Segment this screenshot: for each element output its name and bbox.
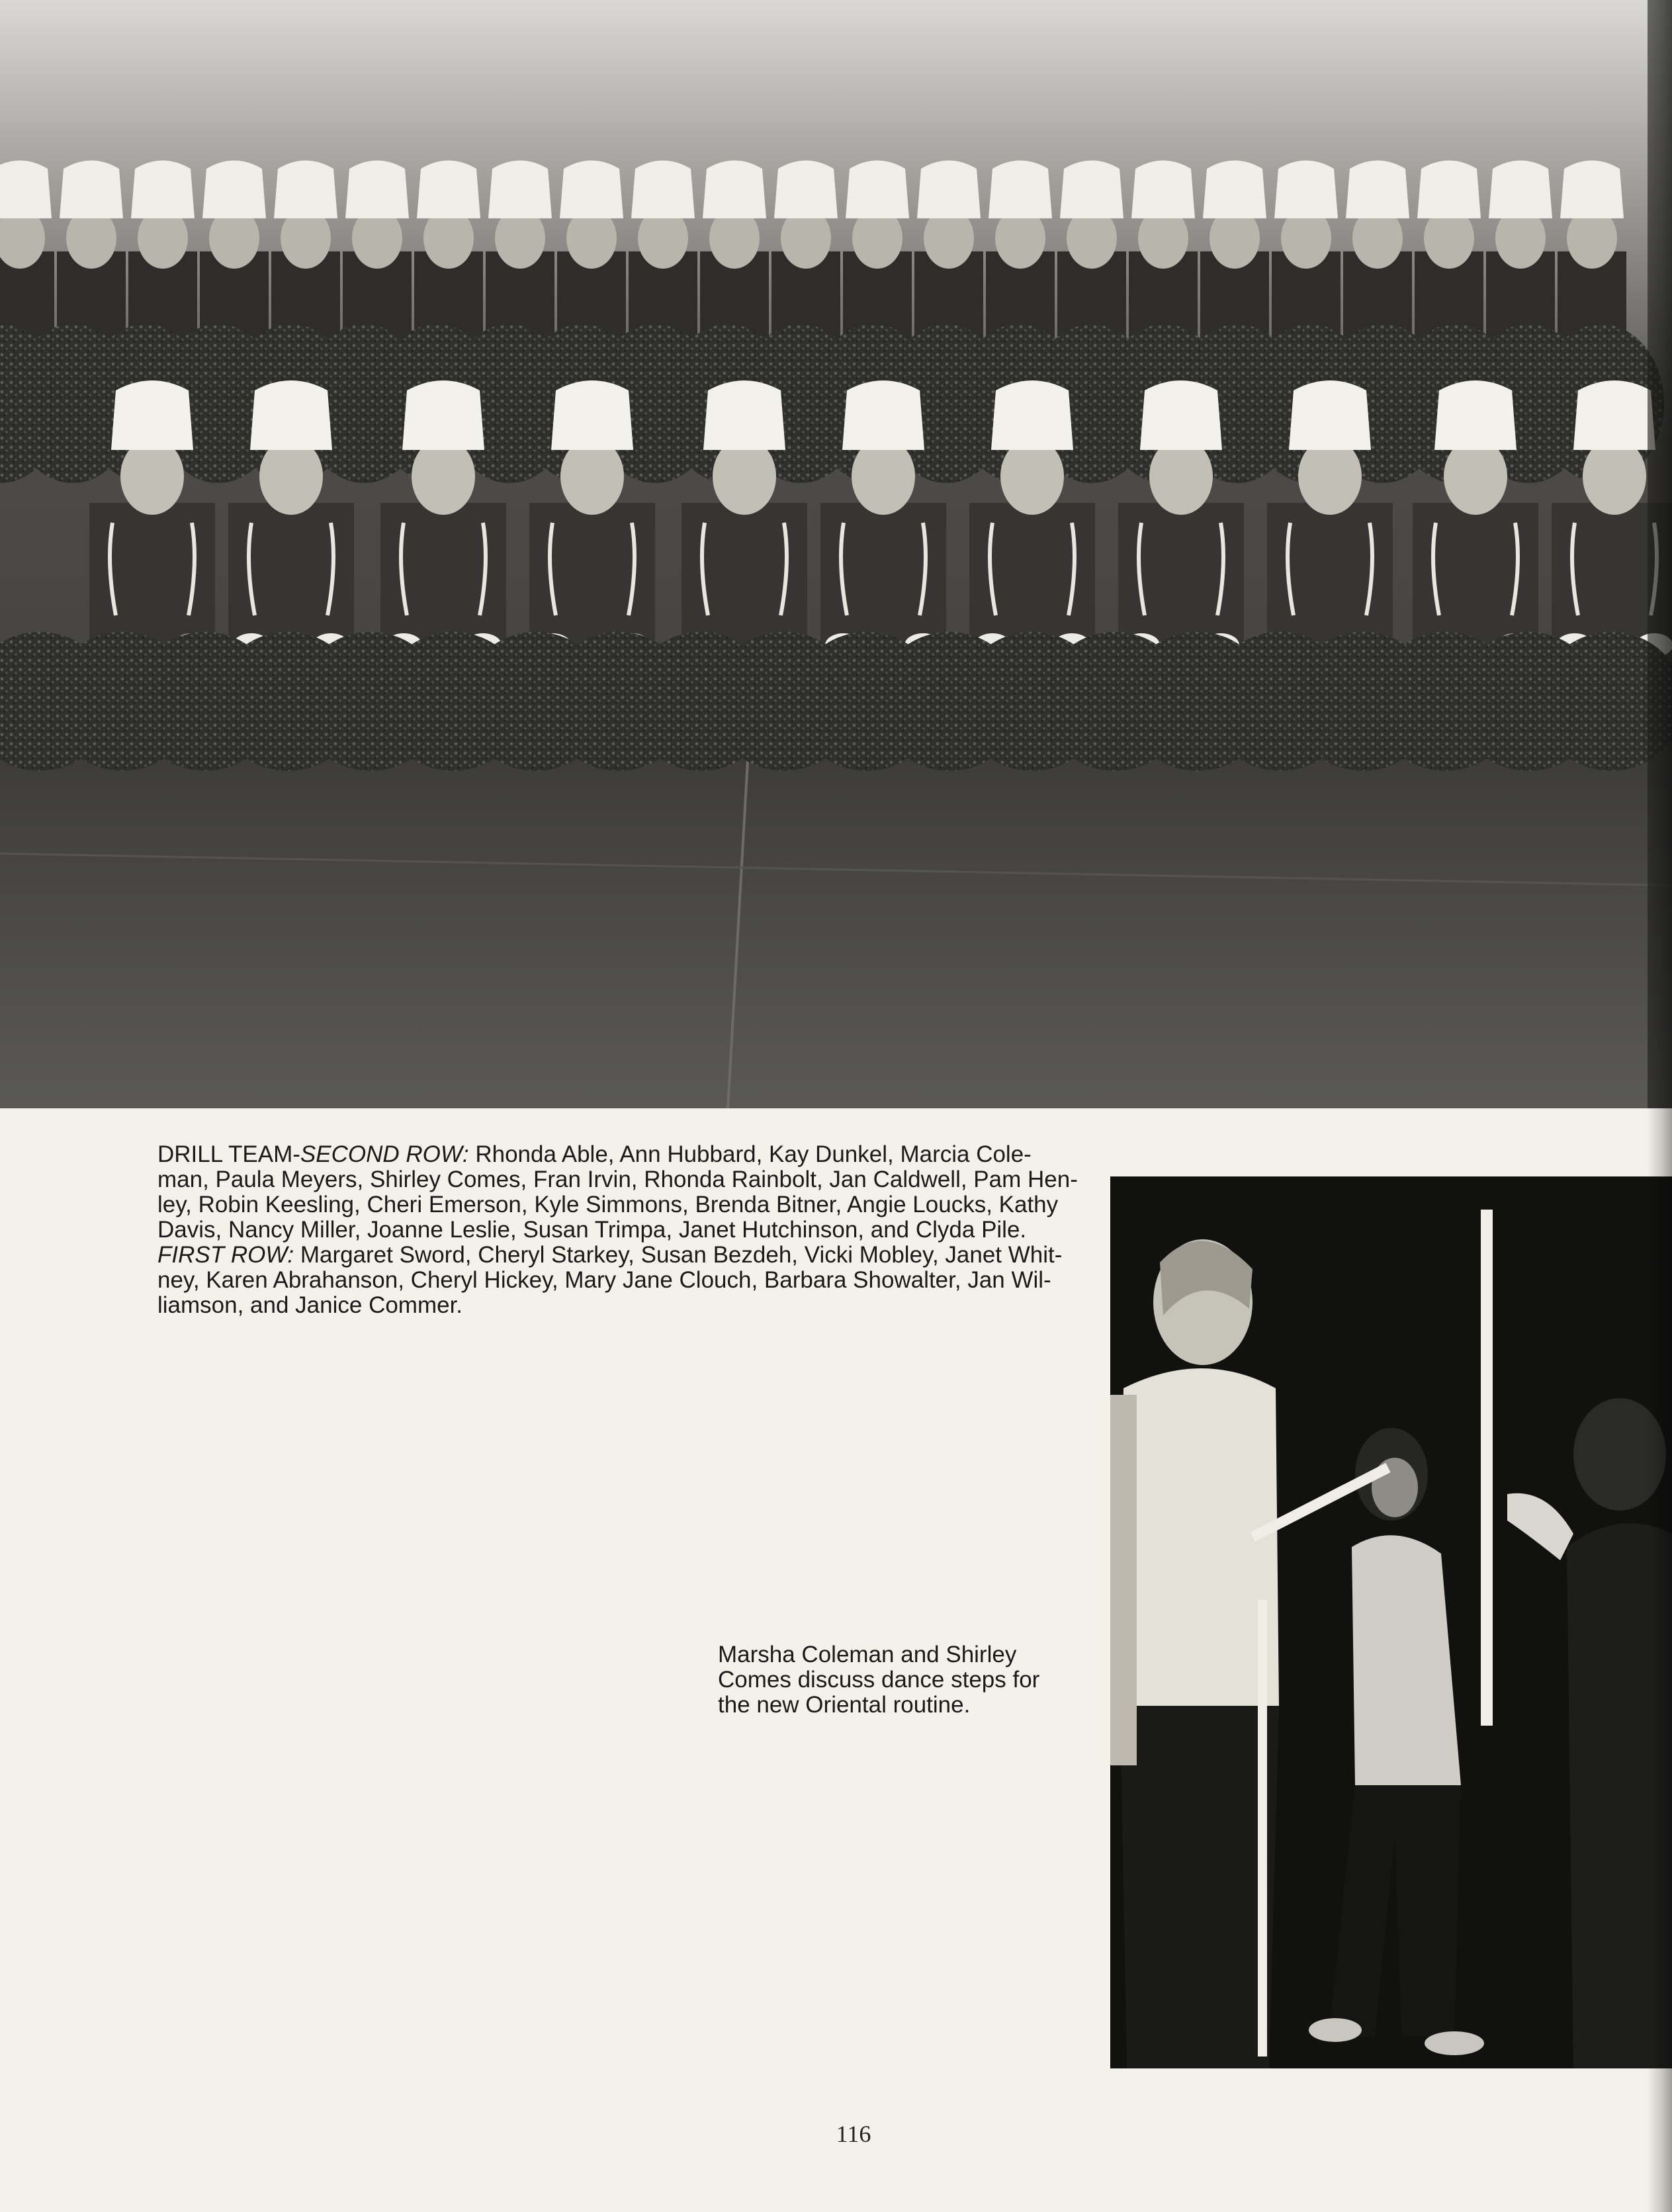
caption-line [157, 1167, 1078, 1192]
caption-text: ley, Robin Keesling, Cheri Emerson, Kyle Simmons, Brenda Bitner, Angie Loucks, Kathy [157, 1192, 1059, 1217]
drill-team-members [0, 161, 1672, 772]
uniform-front-row [529, 503, 655, 645]
shako-hat-front-row [111, 380, 193, 450]
uniform-front-row [1118, 503, 1244, 645]
shako-hat-front-row [842, 380, 924, 450]
drill-team-caption [157, 1141, 1078, 1318]
uniform-front-row [820, 503, 946, 645]
baton [1481, 1210, 1493, 1726]
shako-hat-back-row [1417, 161, 1481, 219]
caption-line: the new Oriental routine. [718, 1692, 971, 1718]
caption-text: ney, Karen Abrahanson, Cheryl Hickey, Mary Jane Clouch, Barbara Showalter, Jan Wil- [157, 1267, 1051, 1293]
caption-line: Marsha Coleman and Shirley [718, 1642, 1017, 1667]
shako-hat-front-row [250, 380, 332, 450]
shako-hat-back-row [846, 161, 909, 219]
shako-hat-back-row [560, 161, 623, 219]
caption-text: man, Paula Meyers, Shirley Comes, Fran Irvin, Rhonda Rainbolt, Jan Caldwell, Pam Hen- [157, 1167, 1078, 1192]
baton [1258, 1600, 1267, 2057]
shako-hat-front-row [402, 380, 484, 450]
shako-hat-back-row [488, 161, 552, 219]
row-label: SECOND ROW: [300, 1141, 469, 1167]
gym-floor [0, 721, 1672, 1108]
caption-line [157, 1268, 1051, 1293]
caption-text: Rhonda Able, Ann Hubbard, Kay Dunkel, Marcia Cole- [468, 1141, 1032, 1167]
shako-hat-back-row [60, 161, 123, 219]
caption-line [157, 1217, 1051, 1243]
shako-hat-back-row [417, 161, 480, 219]
caption-line [157, 1293, 1051, 1318]
shako-hat-back-row [989, 161, 1052, 219]
caption-text: liamson, and Janice Commer. [157, 1292, 463, 1318]
shako-hat-front-row [1289, 380, 1371, 450]
uniform-front-row [969, 503, 1095, 645]
shako-hat-front-row [1573, 380, 1655, 450]
shako-hat-back-row [1274, 161, 1338, 219]
shako-hat-back-row [345, 161, 409, 219]
shako-hat-back-row [274, 161, 337, 219]
caption-line [157, 1192, 1059, 1217]
caption-text: Davis, Nancy Miller, Joanne Leslie, Susan Trimpa, Janet Hutchinson, and Clyda Pile. [157, 1217, 1027, 1243]
shako-hat-back-row [631, 161, 695, 219]
shako-hat-back-row [1346, 161, 1409, 219]
binding-edge-shadow [1648, 0, 1672, 2212]
shako-hat-back-row [0, 161, 52, 219]
shako-hat-back-row [1131, 161, 1195, 219]
row-label: FIRST ROW: [157, 1242, 294, 1268]
shako-hat-front-row [1434, 380, 1517, 450]
uniform-front-row [1413, 503, 1538, 645]
dance-steps-photo [1110, 1176, 1672, 2068]
shako-hat-front-row [991, 380, 1073, 450]
caption-text: DRILL TEAM- [157, 1141, 300, 1167]
caption-line [157, 1242, 1063, 1268]
shako-hat-back-row [1489, 161, 1552, 219]
page-number: 116 [836, 2121, 871, 2147]
dance-photo-caption [718, 1642, 1049, 1718]
shako-hat-back-row [131, 161, 195, 219]
uniform-front-row [228, 503, 354, 645]
caption-line [157, 1142, 1051, 1167]
shako-hat-front-row [1140, 380, 1222, 450]
uniform-front-row [89, 503, 215, 645]
caption-text: Margaret Sword, Cheryl Starkey, Susan Bezdeh, Vicki Mobley, Janet Whit- [294, 1242, 1063, 1268]
shako-hat-back-row [703, 161, 766, 219]
shako-hat-back-row [917, 161, 981, 219]
uniform-front-row [682, 503, 807, 645]
shako-hat-back-row [774, 161, 838, 219]
uniform-front-row [380, 503, 506, 645]
shako-hat-back-row [1560, 161, 1624, 219]
shako-hat-back-row [1203, 161, 1266, 219]
uniform-front-row [1267, 503, 1393, 645]
shako-hat-back-row [202, 161, 266, 219]
shako-hat-back-row [1060, 161, 1123, 219]
shako-hat-front-row [551, 380, 633, 450]
shako-hat-front-row [703, 380, 785, 450]
caption-line: Comes discuss dance steps for [718, 1667, 1040, 1693]
